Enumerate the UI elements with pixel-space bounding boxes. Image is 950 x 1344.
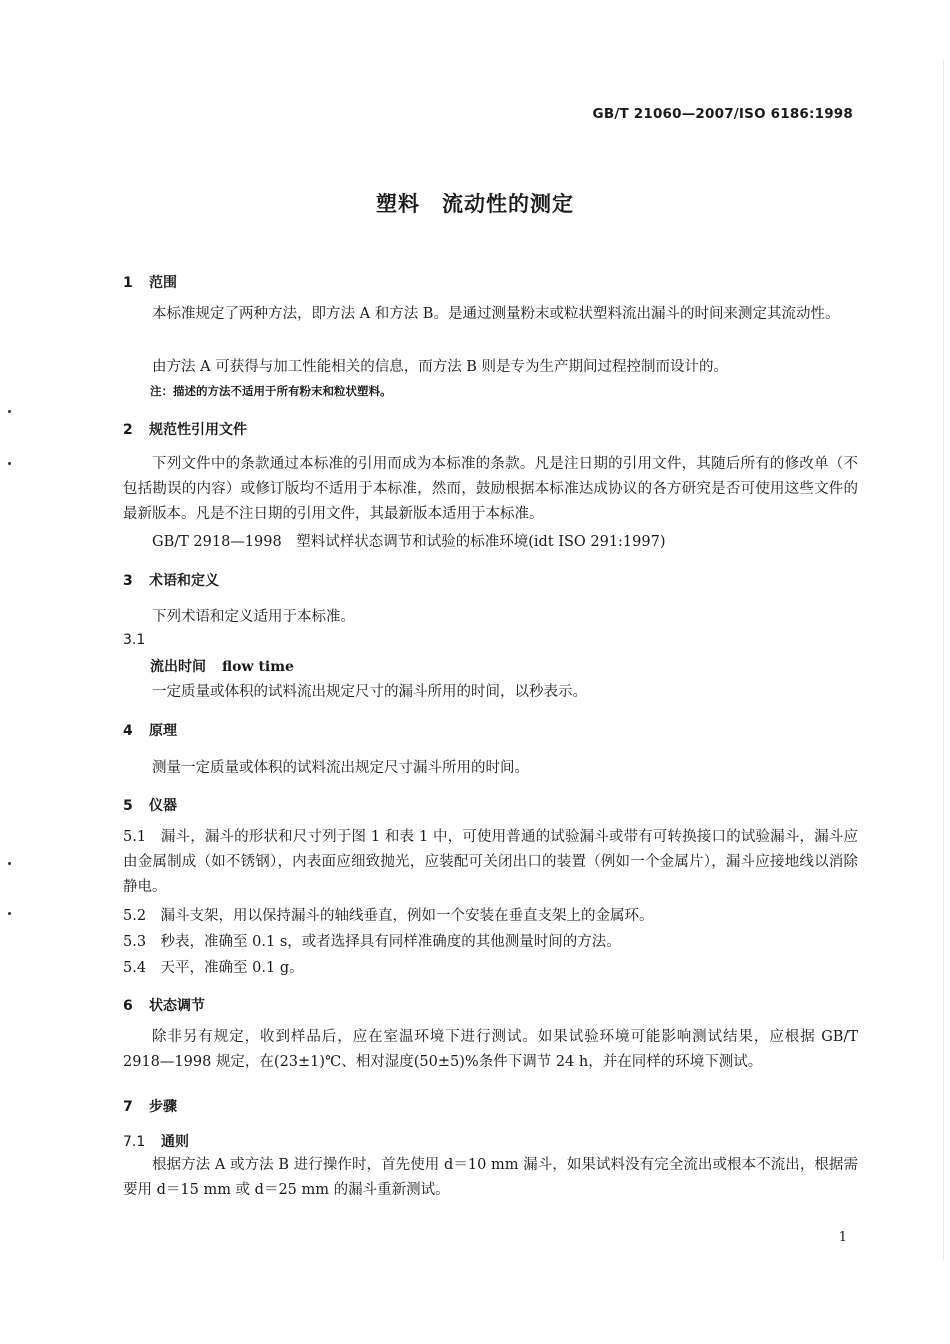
section-number: 5 [123,798,133,814]
section-6-paragraph-1: 除非另有规定，收到样品后，应在室温环境下进行测试。如果试验环境可能影响测试结果，应根据 GB/T 2918—1998 规定，在(23±1)℃、相对湿度(50±5)%条件下调节 24 h，并在同样的环境下测试。 [123,1029,858,1070]
scan-speck [8,462,11,465]
section-title: 原理 [149,723,177,739]
section-1-note: 注：描述的方法不适用于所有粉末和粒状塑料。 [150,384,392,398]
section-number: 7 [123,1099,133,1115]
section-number: 6 [123,998,133,1014]
scan-speck [8,410,11,413]
normative-reference: GB/T 2918—1998 塑料试样状态调节和试验的标准环境(idt ISO 291:1997) [152,534,666,550]
section-4-paragraph-1: 测量一定质量或体积的试料流出规定尺寸漏斗所用的时间。 [152,760,529,776]
scan-speck [8,862,11,865]
section-2-paragraph-1: 下列文件中的条款通过本标准的引用而成为本标准的条款。凡是注日期的引用文件，其随后所有的修改单（不包括勘误的内容）或修订版均不适用于本标准，然而，鼓励根据本标准达成协议的各方研究是否可使用这些文件的最新版本。凡是不注日期的引用文件，其最新版本适用于本标准。 [123,456,858,522]
clause-5-3: 5.3 秒表，准确至 0.1 s，或者选择具有同样准确度的其他测量时间的方法。 [123,934,621,950]
standard-code: GB/T 21060—2007/ISO 6186:1998 [592,106,853,122]
section-4-heading [123,720,177,740]
subsection-number: 7.1 [123,1134,146,1150]
section-1-paragraph-1: 本标准规定了两种方法，即方法 A 和方法 B。是通过测量粉末或粒状塑料流出漏斗的时间来测定其流动性。 [152,306,840,322]
section-title: 步骤 [149,1099,177,1115]
section-title: 术语和定义 [149,573,219,589]
section-6-heading [123,995,205,1015]
section-number: 1 [123,275,133,291]
section-number: 2 [123,422,133,438]
section-3-heading [123,570,219,590]
section-title: 范围 [149,275,177,291]
subsection-3-1-number: 3.1 [123,632,146,648]
clause-5-1: 5.1 漏斗，漏斗的形状和尺寸列于图 1 和表 1 中，可使用普通的试验漏斗或带有可转换接口的试验漏斗，漏斗应由金属制成（如不锈钢），内表面应细致抛光，应装配可关闭出口的装置（例如一个金属片），漏斗应接地线以消除静电。 [123,829,858,895]
section-7-heading [123,1096,177,1116]
term-english: flow time [222,659,294,675]
section-title: 状态调节 [149,998,205,1014]
scan-edge-line [943,60,944,1260]
section-1-paragraph-2: 由方法 A 可获得与加工性能相关的信息，而方法 B 则是专为生产期间过程控制而设计的。 [152,359,729,375]
subsection-title: 通则 [161,1134,189,1150]
term-chinese: 流出时间 [150,659,206,675]
section-title: 规范性引用文件 [149,422,247,438]
page-title: 塑料 流动性的测定 [376,192,574,216]
scan-speck [8,912,11,915]
section-number: 4 [123,723,133,739]
section-5-heading [123,795,177,815]
term-definition: 一定质量或体积的试料流出规定尺寸的漏斗所用的时间，以秒表示。 [152,684,587,700]
section-number: 3 [123,573,133,589]
section-1-heading [123,272,177,292]
subsection-7-1-heading [123,1131,189,1151]
term-entry [150,656,294,676]
section-3-paragraph-1: 下列术语和定义适用于本标准。 [152,609,355,625]
clause-5-2: 5.2 漏斗支架，用以保持漏斗的轴线垂直，例如一个安装在垂直支架上的金属环。 [123,908,654,924]
page-number: 1 [838,1230,847,1245]
section-title: 仪器 [149,798,177,814]
section-7-1-paragraph-1: 根据方法 A 或方法 B 进行操作时，首先使用 d＝10 mm 漏斗，如果试料没有完全流出或根本不流出，根据需要用 d＝15 mm 或 d＝25 mm 的漏斗重新测试。 [123,1157,858,1198]
clause-5-4: 5.4 天平，准确至 0.1 g。 [123,960,304,976]
section-2-heading [123,419,247,439]
